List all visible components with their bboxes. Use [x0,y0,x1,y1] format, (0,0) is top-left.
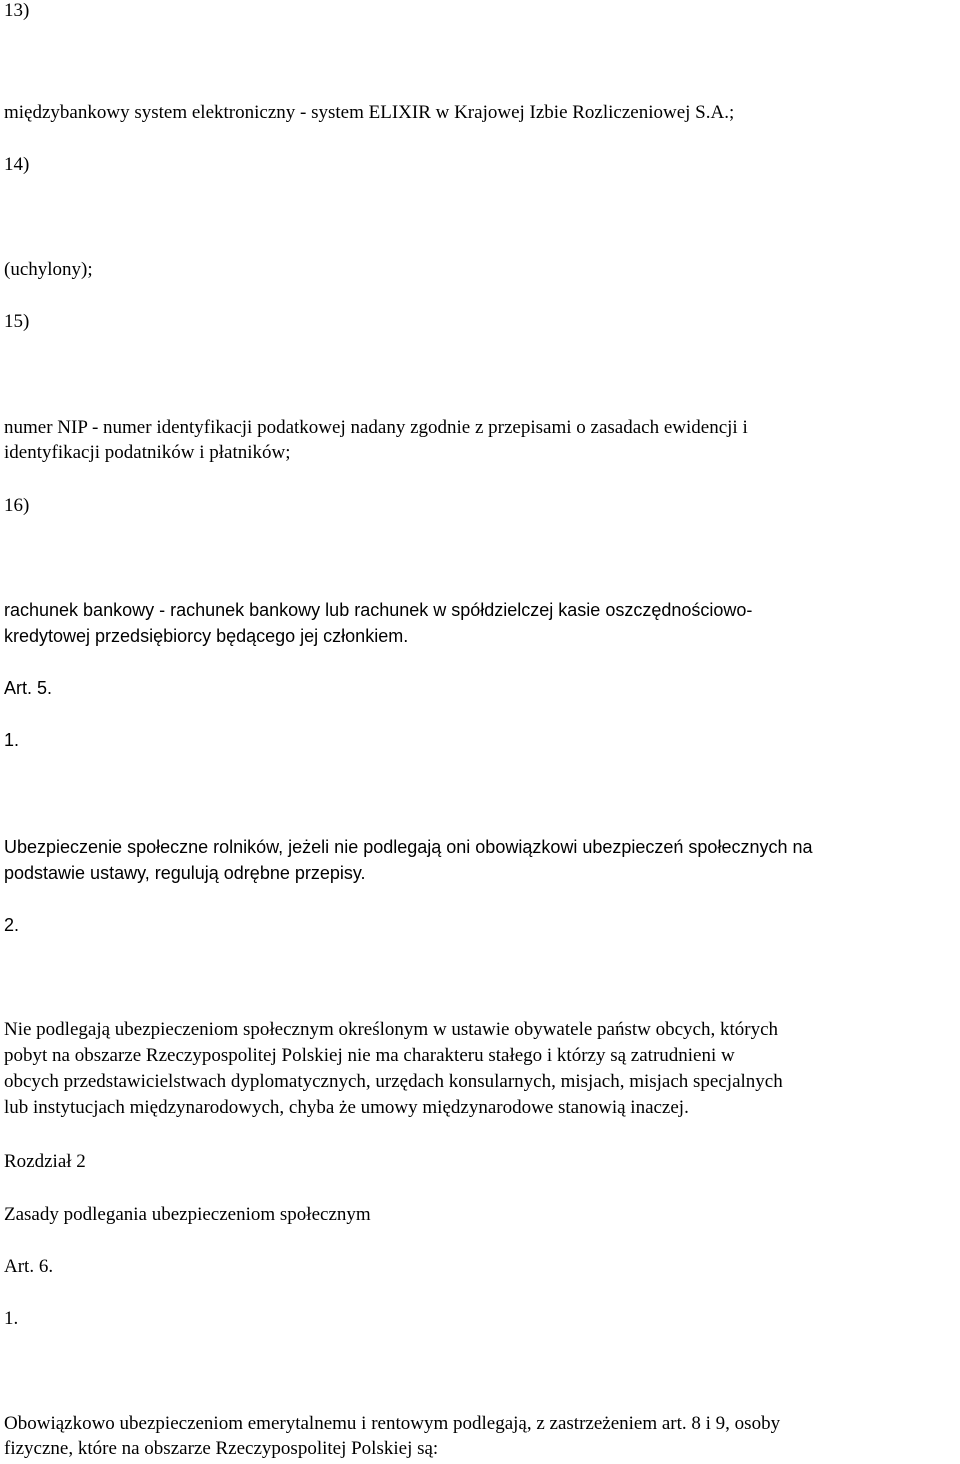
art-6-heading: Art. 6. [4,1256,54,1277]
art-5-para-2-line1: Nie podlegają ubezpieczeniom społecznym określonym w ustawie obywatele państw obcych, których [4,1019,779,1040]
art-5-para-1-line1: Ubezpieczenie społeczne rolników, jeżeli nie podlegają oni obowiązkowi ubezpieczeń społecznych na [4,837,813,857]
item-15-text-line2: identyfikacji podatników i płatników; [4,442,291,463]
art-5-para-2-line2: pobyt na obszarze Rzeczypospolitej Polskiej nie ma charakteru stałego i którzy są zatrudnieni w [4,1045,735,1066]
item-14-text: (uchylony); [4,259,93,280]
item-14-number: 14) [4,154,30,175]
art-6-para-1-line1: Obowiązkowo ubezpieczeniom emerytalnemu i rentowym podlegają, z zastrzeżeniem art. 8 i 9, osoby [4,1413,781,1434]
art-5-para-2-number: 2. [4,915,20,935]
art-5-para-2-line3: obcych przedstawicielstwach dyplomatycznych, urzędach konsularnych, misjach, misjach specjalnych [4,1071,783,1092]
item-16-number: 16) [4,495,30,516]
item-16-text-line1: rachunek bankowy - rachunek bankowy lub rachunek w spółdzielczej kasie oszczędnościowo- [4,600,753,620]
chapter-label: Rozdział 2 [4,1151,86,1172]
art-5-para-1-line2: podstawie ustawy, regulują odrębne przepisy. [4,863,366,883]
item-13-text: międzybankowy system elektroniczny - system ELIXIR w Krajowej Izbie Rozliczeniowej S.A.; [4,102,735,123]
art-5-para-1-number: 1. [4,730,20,750]
art-5-para-2-line4: lub instytucjach międzynarodowych, chyba że umowy międzynarodowe stanowią inaczej. [4,1097,689,1118]
item-15-number: 15) [4,311,30,332]
art-6-para-1-line2: fizyczne, które na obszarze Rzeczypospolitej Polskiej są: [4,1438,439,1459]
art-5-heading: Art. 5. [4,678,53,698]
art-6-para-1-number: 1. [4,1308,19,1329]
item-13-number: 13) [4,0,30,21]
item-15-text-line1: numer NIP - numer identyfikacji podatkowej nadany zgodnie z przepisami o zasadach ewidencji i [4,417,748,438]
chapter-title: Zasady podlegania ubezpieczeniom społecznym [4,1204,371,1225]
item-16-text-line2: kredytowej przedsiębiorcy będącego jej członkiem. [4,626,409,646]
